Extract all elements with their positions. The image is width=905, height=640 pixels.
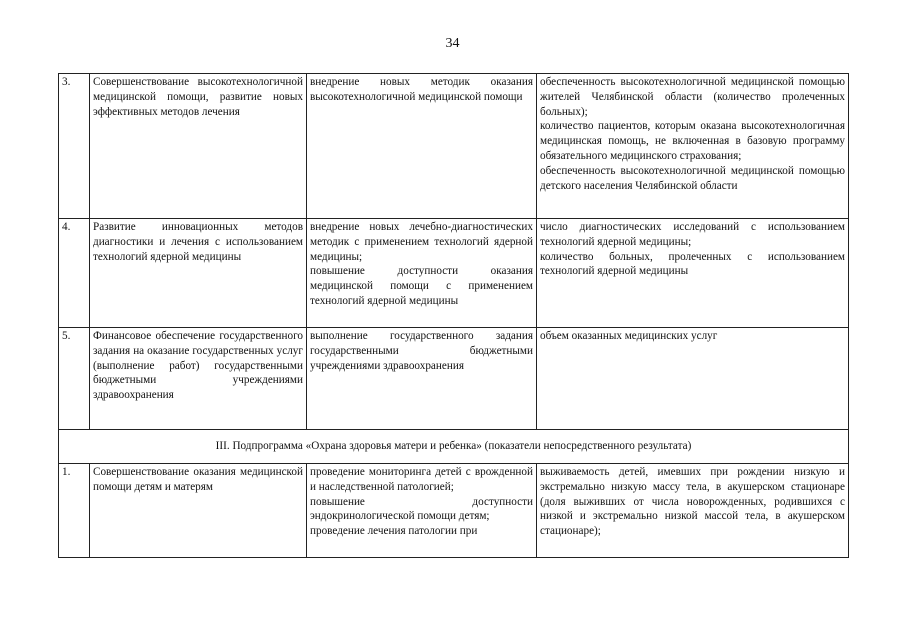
indicator-text: обеспеченность высокотехнологичной медицинской помощью детского населения Челябинской области bbox=[540, 164, 845, 192]
indicators-cell bbox=[537, 464, 849, 558]
measure-text: внедрение новых лечебно-диагностических методик с применением технологий ядерной медицины; bbox=[310, 221, 533, 263]
row-number: 3. bbox=[59, 74, 90, 219]
activity-cell bbox=[90, 74, 307, 219]
activity-text: Финансовое обеспечение государственного задания на оказание государственных услуг (выполнение работ) государственными бюджетными учреждениями здравоохранения bbox=[93, 330, 303, 402]
indicators-table bbox=[58, 73, 849, 558]
row-number: 1. bbox=[59, 464, 90, 558]
measure-text: проведение лечения патологии при bbox=[310, 525, 478, 538]
measure-text: выполнение государственного задания государственными бюджетными учреждениями здравоохранения bbox=[310, 330, 533, 372]
page-number: 34 bbox=[445, 36, 460, 51]
measures-cell bbox=[307, 74, 537, 219]
row-number: 4. bbox=[59, 219, 90, 328]
indicators-cell bbox=[537, 219, 849, 328]
activity-cell bbox=[90, 328, 307, 430]
measure-text: повышение доступности оказания медицинской помощи с применением технологий ядерной медицины bbox=[310, 265, 533, 307]
activity-cell bbox=[90, 464, 307, 558]
section-header-row bbox=[59, 430, 849, 464]
measure-text: повышение доступности эндокринологической помощи детям; bbox=[310, 495, 533, 523]
table-row bbox=[59, 74, 849, 219]
table-row bbox=[59, 328, 849, 430]
row-number: 5. bbox=[59, 328, 90, 430]
measures-cell bbox=[307, 328, 537, 430]
table-row bbox=[59, 219, 849, 328]
table-row bbox=[59, 464, 849, 558]
activity-text: Развитие инновационных методов диагностики и лечения с использованием технологий ядерной медицины bbox=[93, 221, 303, 263]
activity-cell bbox=[90, 219, 307, 328]
section-title: III. Подпрограмма «Охрана здоровья матери и ребенка» (показатели непосредственного результата) bbox=[59, 430, 849, 464]
measure-text: проведение мониторинга детей с врожденной и наследственной патологией; bbox=[310, 466, 533, 493]
indicators-cell bbox=[537, 74, 849, 219]
measure-text: внедрение новых методик оказания высокотехнологичной медицинской помощи bbox=[310, 76, 533, 103]
indicator-text: выживаемость детей, имевших при рождении низкую и экстремально низкую массу тела, в акушерском стационаре (доля выживших от числа новорожденных, родившихся с низкой и экстремально низкой массой тела, в акушерском стационаре); bbox=[540, 466, 845, 538]
indicator-text: количество пациентов, которым оказана высокотехнологичная медицинская помощь, не включенная в базовую программу обязательного медицинского страхования; bbox=[540, 120, 845, 162]
indicator-text: объем оказанных медицинских услуг bbox=[540, 330, 718, 342]
measures-cell bbox=[307, 219, 537, 328]
indicator-text: обеспеченность высокотехнологичной медицинской помощью жителей Челябинской области (количество пролеченных больных); bbox=[540, 76, 845, 118]
indicators-cell bbox=[537, 328, 849, 430]
indicator-text: количество больных, пролеченных с использованием технологий ядерной медицины bbox=[540, 250, 845, 278]
activity-text: Совершенствование оказания медицинской помощи детям и матерям bbox=[93, 466, 303, 493]
activity-text: Совершенствование высокотехнологичной медицинской помощи, развитие новых эффективных методов лечения bbox=[93, 76, 303, 118]
indicator-text: число диагностических исследований с использованием технологий ядерной медицины; bbox=[540, 221, 845, 248]
measures-cell bbox=[307, 464, 537, 558]
